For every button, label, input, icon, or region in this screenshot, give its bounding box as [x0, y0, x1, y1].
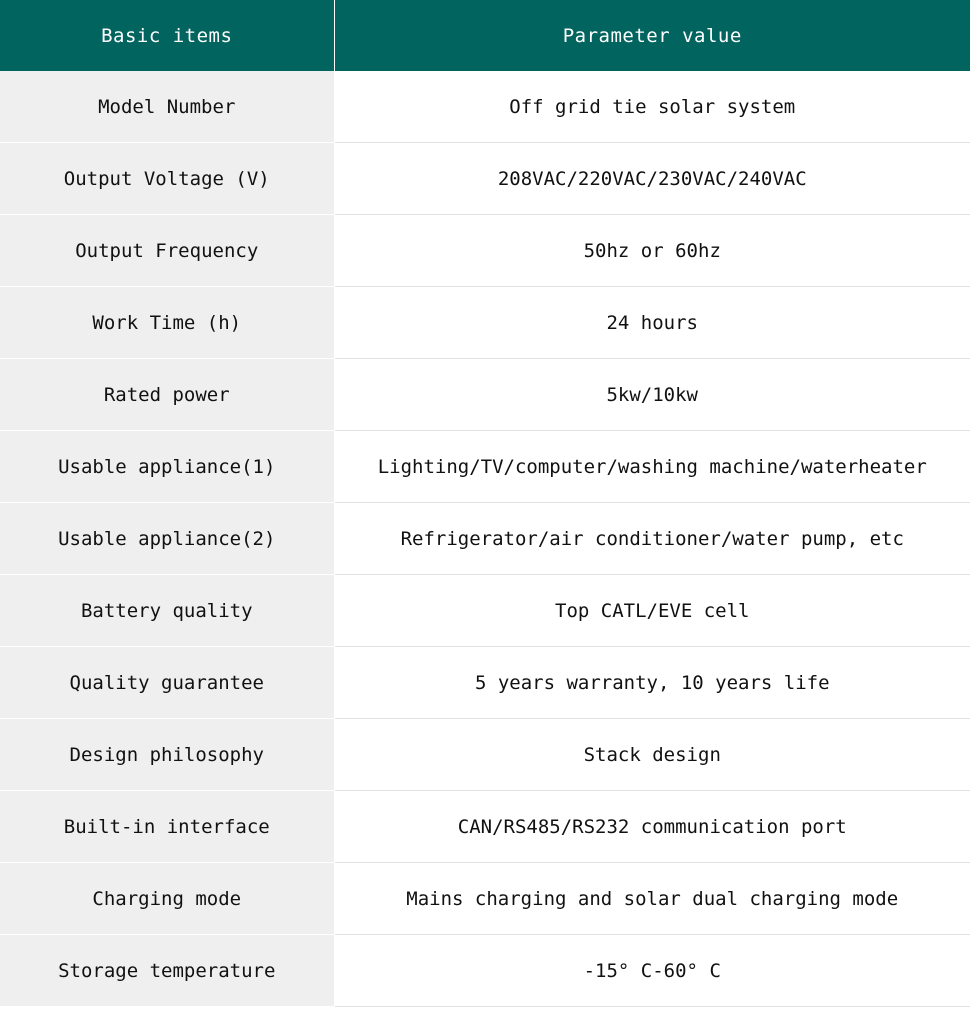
table-row [0, 71, 970, 143]
table-row [0, 431, 970, 503]
table-row [0, 503, 970, 575]
table-row [0, 575, 970, 647]
table-row [0, 791, 970, 863]
table-row [0, 647, 970, 719]
row-item-label: Rated power [0, 359, 334, 431]
row-item-value: 50hz or 60hz [334, 215, 970, 287]
row-item-label: Built-in interface [0, 791, 334, 863]
row-item-value: Off grid tie solar system [334, 71, 970, 143]
table-row [0, 287, 970, 359]
row-item-value: 208VAC/220VAC/230VAC/240VAC [334, 143, 970, 215]
row-item-value: Mains charging and solar dual charging mode [334, 863, 970, 935]
row-item-value: CAN/RS485/RS232 communication port [334, 791, 970, 863]
row-item-label: Output Voltage (V) [0, 143, 334, 215]
row-item-value: 5kw/10kw [334, 359, 970, 431]
row-item-value: 24 hours [334, 287, 970, 359]
row-item-label: Model Number [0, 71, 334, 143]
row-item-value: Stack design [334, 719, 970, 791]
row-item-value: -15° C-60° C [334, 935, 970, 1007]
row-item-value: Top CATL/EVE cell [334, 575, 970, 647]
table-row [0, 143, 970, 215]
table-row [0, 359, 970, 431]
row-item-value: Refrigerator/air conditioner/water pump, etc [334, 503, 970, 575]
table-row [0, 863, 970, 935]
header-parameter-value: Parameter value [334, 0, 970, 71]
row-item-label: Design philosophy [0, 719, 334, 791]
table-row [0, 935, 970, 1007]
row-item-value: 5 years warranty, 10 years life [334, 647, 970, 719]
row-item-label: Quality guarantee [0, 647, 334, 719]
header-basic-items: Basic items [0, 0, 334, 71]
row-item-label: Work Time (h) [0, 287, 334, 359]
row-item-label: Output Frequency [0, 215, 334, 287]
row-item-label: Charging mode [0, 863, 334, 935]
table-row [0, 215, 970, 287]
row-item-label: Storage temperature [0, 935, 334, 1007]
row-item-value: Lighting/TV/computer/washing machine/waterheater [334, 431, 970, 503]
row-item-label: Battery quality [0, 575, 334, 647]
table-row [0, 719, 970, 791]
row-item-label: Usable appliance(2) [0, 503, 334, 575]
table-header-row [0, 0, 970, 71]
row-item-label: Usable appliance(1) [0, 431, 334, 503]
